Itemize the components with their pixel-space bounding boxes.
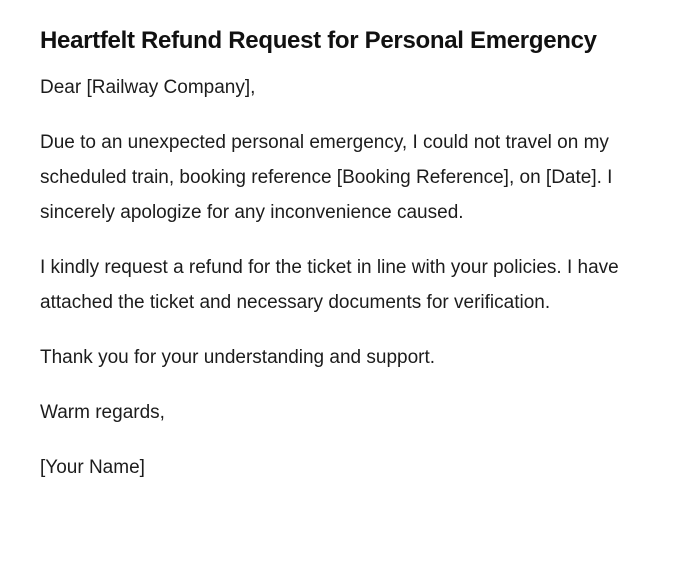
letter-title: Heartfelt Refund Request for Personal Emergency [40,27,597,54]
body-paragraph-thanks: Thank you for your understanding and support. [40,347,436,368]
salutation: Dear [Railway Company], [40,77,256,98]
body-paragraph-refund-request: I kindly request a refund for the ticket in line with your policies. I have attached the ticket and necessary documents for verification. [40,257,619,313]
signature: [Your Name] [40,457,145,478]
body-paragraph-emergency: Due to an unexpected personal emergency, I could not travel on my scheduled train, booking reference [Booking Reference], on [Date]. I sincerely apologize for any inconvenience caused. [40,132,613,223]
closing: Warm regards, [40,402,165,423]
